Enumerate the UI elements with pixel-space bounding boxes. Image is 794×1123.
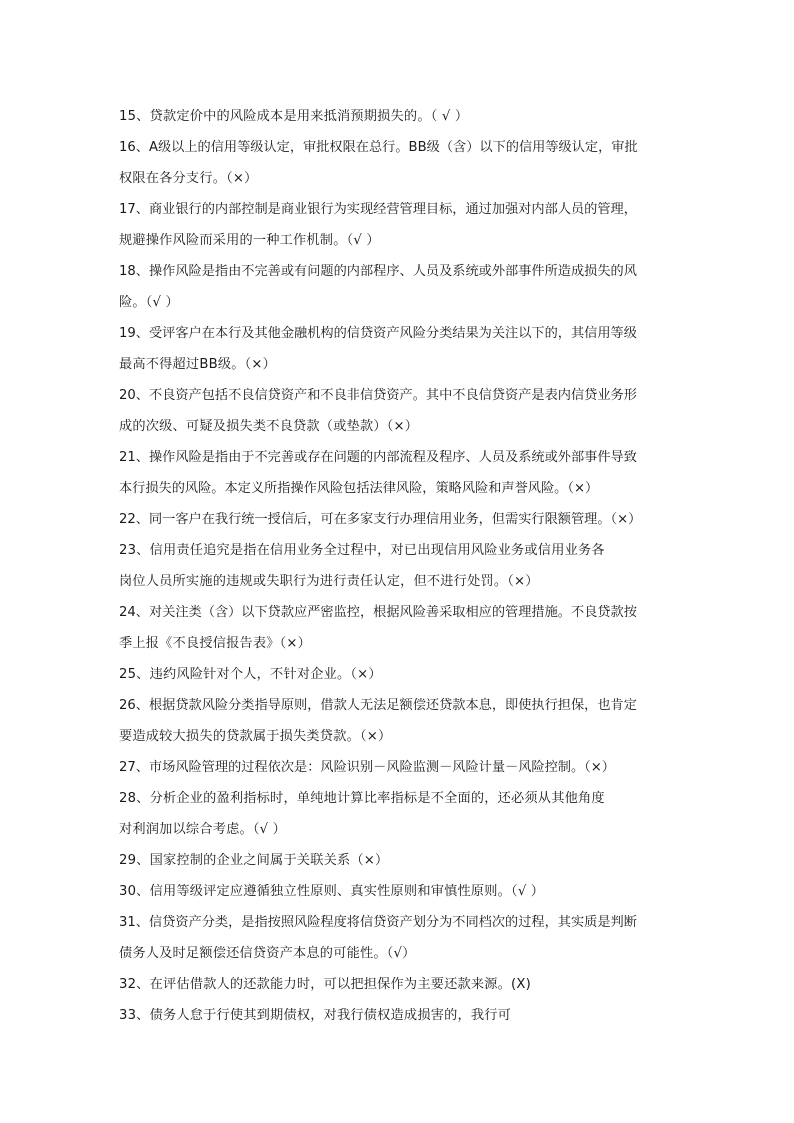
text-line: 对利润加以综合考虑。（√ ） [119, 822, 287, 837]
text-line: 岗位人员所实施的违规或失职行为进行责任认定，但不进行处罚。（×） [119, 574, 539, 589]
text-line: 18、操作风险是指由不完善或有问题的内部程序、人员及系统或外部事件所造成损失的风 [119, 264, 637, 279]
text-line: 22、同一客户在我行统一授信后，可在多家支行办理信用业务，但需实行限额管理。（×） [119, 512, 642, 527]
text-line: 最高不得超过BB级。（×） [119, 357, 277, 372]
text-line: 26、根据贷款风险分类指导原则，借款人无法足额偿还贷款本息，即使执行担保，也肯定 [119, 698, 637, 713]
text-line: 27、市场风险管理的过程依次是：风险识别－风险监测－风险计量－风险控制。（×） [119, 760, 615, 775]
text-line: 28、分析企业的盈利指标时，单纯地计算比率指标是不全面的，还必须从其他角度 [119, 791, 605, 806]
text-line: 16、A级以上的信用等级认定，审批权限在总行。BB级（含）以下的信用等级认定，审批 [119, 140, 638, 155]
text-line: 19、受评客户在本行及其他金融机构的信贷资产风险分类结果为关注以下的，其信用等级 [119, 326, 637, 341]
text-line: 21、操作风险是指由于不完善或存在问题的内部流程及程序、人员及系统或外部事件导致 [119, 450, 637, 465]
text-line: 30、信用等级评定应遵循独立性原则、真实性原则和审慎性原则。（√ ） [119, 884, 545, 899]
text-line: 权限在各分支行。（×） [119, 171, 258, 186]
text-line: 32、在评估借款人的还款能力时，可以把担保作为主要还款来源。(X) [119, 977, 531, 992]
text-line: 季上报《不良授信报告表》（×） [119, 636, 312, 651]
text-line: 25、违约风险针对个人，不针对企业。（×） [119, 667, 382, 682]
text-line: 成的次级、可疑及损失类不良贷款（或垫款）（×） [119, 419, 419, 434]
document-body [119, 101, 679, 1031]
text-line: 24、对关注类（含）以下贷款应严密监控，根据风险善采取相应的管理措施。不良贷款按 [119, 605, 637, 620]
text-line: 31、信贷资产分类，是指按照风险程度将信贷资产划分为不同档次的过程，其实质是判断 [119, 915, 637, 930]
text-line: 33、债务人怠于行使其到期债权，对我行债权造成损害的，我行可 [119, 1008, 512, 1023]
text-line: 17、商业银行的内部控制是商业银行为实现经营管理目标，通过加强对内部人员的管理， [119, 202, 637, 217]
text-line: 20、不良资产包括不良信贷资产和不良非信贷资产。其中不良信贷资产是表内信贷业务形 [119, 388, 637, 403]
text-line: 15、贷款定价中的风险成本是用来抵消预期损失的。（ √ ） [119, 109, 469, 124]
text-line: 29、国家控制的企业之间属于关联关系（×） [119, 853, 389, 868]
text-line: 规避操作风险而采用的一种工作机制。（√ ） [119, 233, 380, 248]
text-line: 要造成较大损失的贷款属于损失类贷款。（×） [119, 729, 392, 744]
text-line: 险。（√ ） [119, 295, 179, 310]
text-line: 债务人及时足额偿还信贷资产本息的可能性。（√） [119, 946, 416, 961]
text-line: 本行损失的风险。本定义所指操作风险包括法律风险，策略风险和声誉风险。（×） [119, 481, 599, 496]
text-line: 23、信用责任追究是指在信用业务全过程中，对已出现信用风险业务或信用业务各 [119, 543, 605, 558]
